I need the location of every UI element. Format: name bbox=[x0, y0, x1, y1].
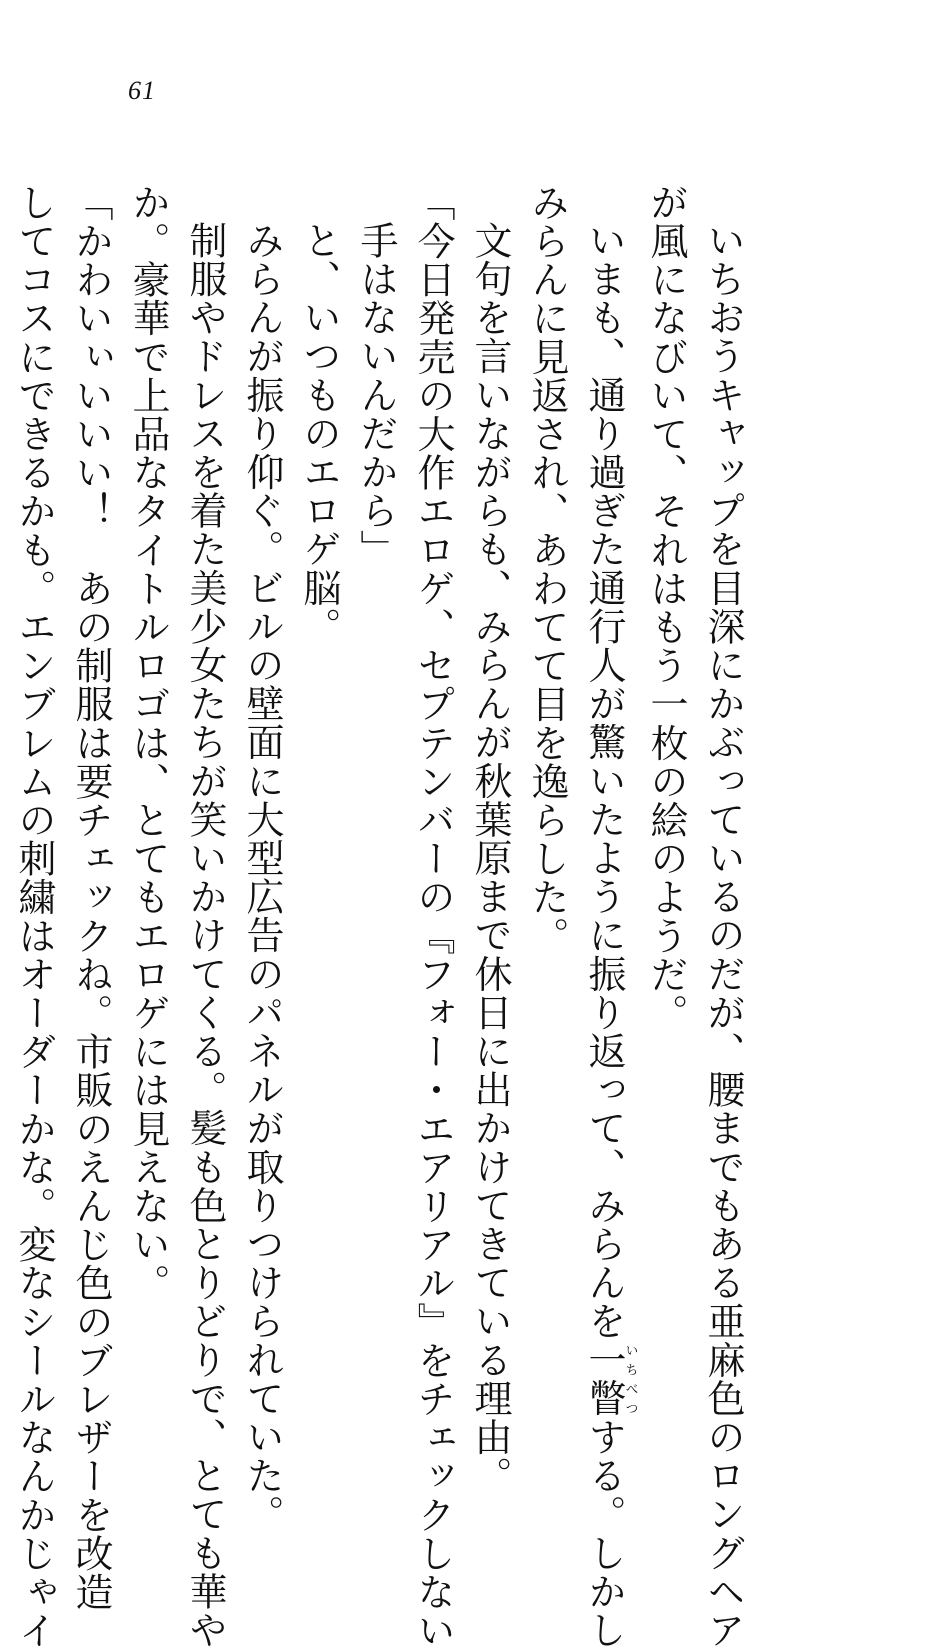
text-line: と、いつものエロゲ脳。 bbox=[297, 221, 341, 646]
dialogue-2 bbox=[62, 183, 119, 1612]
ruby-reading: いちべつ bbox=[622, 1340, 638, 1418]
ruby-base: 一瞥 bbox=[582, 1340, 626, 1418]
text-line: いちおうキャップを目深にかぶっているのだが、腰までもある亜麻色のロングヘア bbox=[701, 221, 745, 1650]
text-line: みらんに見返され、あわてて目を逸らした。 bbox=[525, 183, 569, 955]
paragraph-1 bbox=[694, 183, 751, 1650]
page-number: 61 bbox=[128, 76, 156, 105]
dialogue-2-cont bbox=[5, 183, 62, 1650]
text-line: か。豪華で上品なタイトルロゴは、とてもエロゲには見えない。 bbox=[126, 183, 170, 1303]
text-line: みらんが振り仰ぐ。ビルの壁面に大型広告のパネルが取りつけられていた。 bbox=[240, 221, 284, 1534]
text-line: してコスにできるかも。エンブレムの刺繍はオーダーかな。変なシールなんかじゃイ bbox=[12, 183, 56, 1650]
dialogue-1-cont bbox=[347, 183, 404, 1223]
text-line: 「かわいぃいいい！ あの制服は要チェックね。市販のえんじ色のブレザーを改造 bbox=[69, 183, 113, 1612]
paragraph-6-cont bbox=[119, 183, 176, 1303]
paragraph-2-cont bbox=[518, 183, 575, 1223]
text-line: 手はないんだから」 bbox=[354, 221, 398, 569]
paragraph-6 bbox=[176, 183, 233, 1650]
text-line: が風になびいて、それはもう一枚の絵のようだ。 bbox=[644, 183, 688, 1033]
paragraph-3 bbox=[461, 183, 518, 1495]
paragraph-1-cont bbox=[637, 183, 694, 1223]
text-line: する。しかし bbox=[582, 1417, 626, 1650]
novel-body-text bbox=[0, 183, 751, 1650]
paragraph-4 bbox=[290, 183, 347, 1223]
text-line: いまも、通り過ぎた通行人が驚いたように振り返って、みらんを bbox=[582, 221, 626, 1341]
paragraph-2 bbox=[575, 183, 638, 1650]
text-line: 「今日発売の大作エロゲ、セプテンバーの『フォー・エアリアル』をチェックしない bbox=[411, 183, 455, 1650]
dialogue-1 bbox=[404, 183, 461, 1650]
text-line: 文句を言いながらも、みらんが秋葉原まで休日に出かけてきている理由。 bbox=[468, 221, 512, 1495]
text-line: 制服やドレスを着た美少女たちが笑いかけてくる。髪も色とりどりで、とても華や bbox=[183, 221, 227, 1650]
ruby-word bbox=[582, 1340, 638, 1418]
dialogue-2-cont bbox=[0, 183, 5, 1223]
paragraph-5 bbox=[233, 183, 290, 1534]
